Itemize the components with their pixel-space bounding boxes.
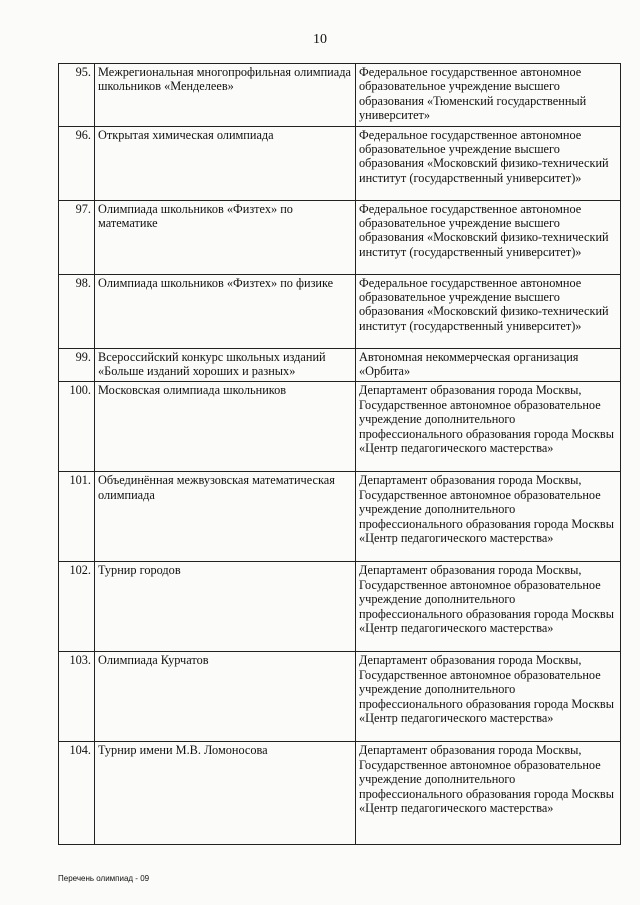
olympiad-name: Объединённая межвузовская математическая олимпиада <box>95 472 356 562</box>
row-number: 101. <box>59 472 95 562</box>
organizer: Департамент образования города Москвы, Государственное автономное образовательное учреждение дополнительного профессионального образования города Москвы «Центр педагогического мастерства» <box>356 562 621 652</box>
row-number: 95. <box>59 64 95 127</box>
organizer: Федеральное государственное автономное образовательное учреждение высшего образования «Тюменский государственный университет» <box>356 64 621 127</box>
row-number: 102. <box>59 562 95 652</box>
table-row <box>59 274 621 348</box>
table-row <box>59 126 621 200</box>
olympiad-name: Всероссийский конкурс школьных изданий «Больше изданий хороших и разных» <box>95 348 356 382</box>
table-row <box>59 348 621 382</box>
row-number: 96. <box>59 126 95 200</box>
organizer: Федеральное государственное автономное образовательное учреждение высшего образования «Московский физико-технический институт (государственный университет)» <box>356 126 621 200</box>
olympiad-name: Олимпиада Курчатов <box>95 652 356 742</box>
table-row <box>59 200 621 274</box>
olympiad-name: Турнир городов <box>95 562 356 652</box>
olympiad-name: Открытая химическая олимпиада <box>95 126 356 200</box>
table-row <box>59 472 621 562</box>
table-row <box>59 64 621 127</box>
organizer: Федеральное государственное автономное образовательное учреждение высшего образования «Московский физико-технический институт (государственный университет)» <box>356 200 621 274</box>
row-number: 99. <box>59 348 95 382</box>
organizer: Департамент образования города Москвы, Государственное автономное образовательное учреждение дополнительного профессионального образования города Москвы «Центр педагогического мастерства» <box>356 472 621 562</box>
table-row <box>59 652 621 742</box>
organizer: Автономная некоммерческая организация «Орбита» <box>356 348 621 382</box>
page-number: 10 <box>313 32 327 47</box>
row-number: 104. <box>59 742 95 845</box>
document-footer: Перечень олимпиад - 09 <box>58 874 150 883</box>
table-row <box>59 742 621 845</box>
olympiad-name: Олимпиада школьников «Физтех» по математике <box>95 200 356 274</box>
row-number: 100. <box>59 382 95 472</box>
table-row <box>59 562 621 652</box>
row-number: 98. <box>59 274 95 348</box>
table-row <box>59 382 621 472</box>
olympiad-table <box>58 63 621 845</box>
organizer: Департамент образования города Москвы, Государственное автономное образовательное учреждение дополнительного профессионального образования города Москвы «Центр педагогического мастерства» <box>356 652 621 742</box>
row-number: 97. <box>59 200 95 274</box>
olympiad-name: Турнир имени М.В. Ломоносова <box>95 742 356 845</box>
olympiad-name: Олимпиада школьников «Физтех» по физике <box>95 274 356 348</box>
organizer: Федеральное государственное автономное образовательное учреждение высшего образования «Московский физико-технический институт (государственный университет)» <box>356 274 621 348</box>
organizer: Департамент образования города Москвы, Государственное автономное образовательное учреждение дополнительного профессионального образования города Москвы «Центр педагогического мастерства» <box>356 382 621 472</box>
row-number: 103. <box>59 652 95 742</box>
organizer: Департамент образования города Москвы, Государственное автономное образовательное учреждение дополнительного профессионального образования города Москвы «Центр педагогического мастерства» <box>356 742 621 845</box>
olympiad-name: Межрегиональная многопрофильная олимпиада школьников «Менделеев» <box>95 64 356 127</box>
olympiad-name: Московская олимпиада школьников <box>95 382 356 472</box>
